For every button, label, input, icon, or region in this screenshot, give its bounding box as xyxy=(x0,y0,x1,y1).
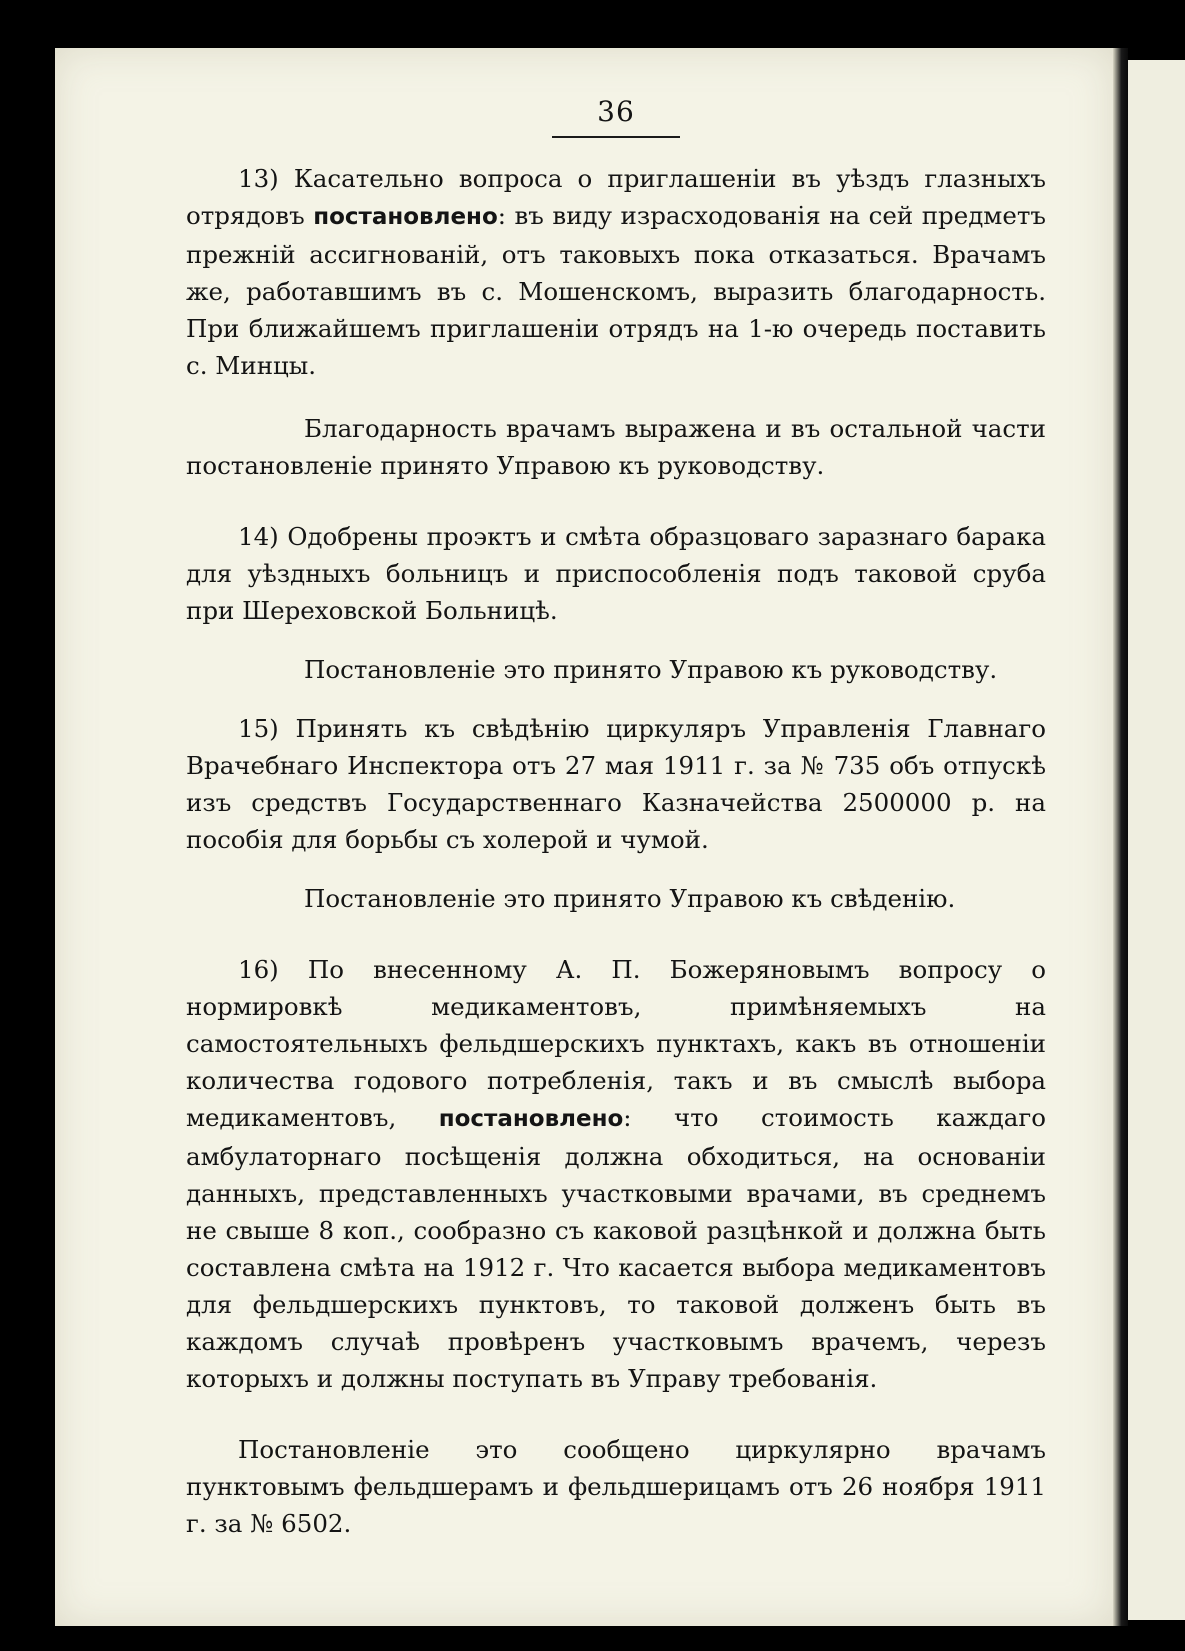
resolution-13: Благодарность врачамъ выражена и въ остальной части постановленіе принято Управою къ руководству. xyxy=(186,414,1046,480)
page-number-rule xyxy=(552,136,680,138)
resolution-15: Постановленіе это принято Управою къ свѣденію. xyxy=(304,884,956,913)
paragraph-16: 16) По внесенному А. П. Божеряновымъ вопросу о нормировкѣ медикаментовъ, примѣняемыхъ на самостоятельныхъ фельдшерскихъ пунктахъ, какъ въ отношеніи количества годового потребленія, такъ и въ смыслѣ выбора медикаментовъ, постановлено: что стоимость каждаго амбулаторнаго посѣщенія должна обходиться, на основаніи данныхъ, представленныхъ участковыми врачами, въ среднемъ не свыше 8 коп., сообразно съ каковой разцѣнкой и должна быть составлена смѣта на 1912 г. Что касается выбора медикаментовъ для фельдшерскихъ пунктовъ, то таковой долженъ быть въ каждомъ случаѣ провѣренъ участковымъ врачемъ, черезъ которыхъ и должны поступать въ Управу требованія. xyxy=(186,955,1046,1393)
book-gutter xyxy=(1113,48,1128,1626)
resolution-14: Постановленіе это принято Управою къ руководству. xyxy=(304,655,998,684)
next-page-edge xyxy=(1128,60,1185,1620)
emphasis-resolved: постановлено xyxy=(313,204,498,230)
resolution-16: Постановленіе это сообщено циркулярно врачамъ пунктовымъ фельдшерамъ и фельдшерицамъ отъ 26 ноября 1911 г. за № 6502. xyxy=(186,1435,1046,1538)
paragraph-14: 14) Одобрены проэктъ и смѣта образцоваго заразнаго барака для уѣздныхъ больницъ и приспособленія подъ таковой сруба при Шереховской Больницѣ. xyxy=(186,522,1046,625)
paragraph-13: 13) Касательно вопроса о приглашеніи въ уѣздъ глазныхъ отрядовъ постановлено: въ виду израсходованія на сей предметъ прежній ассигнованій, отъ таковыхъ пока отказаться. Врачамъ же, работавшимъ въ с. Мошенскомъ, выразить благодарность. При ближайшемъ приглашеніи отрядъ на 1-ю очередь поставить с. Минцы. xyxy=(186,164,1046,380)
paragraph-15: 15) Принять къ свѣдѣнію циркуляръ Управленія Главнаго Врачебнаго Инспектора отъ 27 мая 1911 г. за № 735 объ отпускѣ изъ средствъ Государственнаго Казначейства 2500000 р. на пособія для борьбы съ холерой и чумой. xyxy=(186,714,1046,854)
page-number: 36 xyxy=(597,95,635,128)
page-content xyxy=(186,92,1046,1542)
emphasis-resolved: постановлено xyxy=(438,1106,624,1132)
